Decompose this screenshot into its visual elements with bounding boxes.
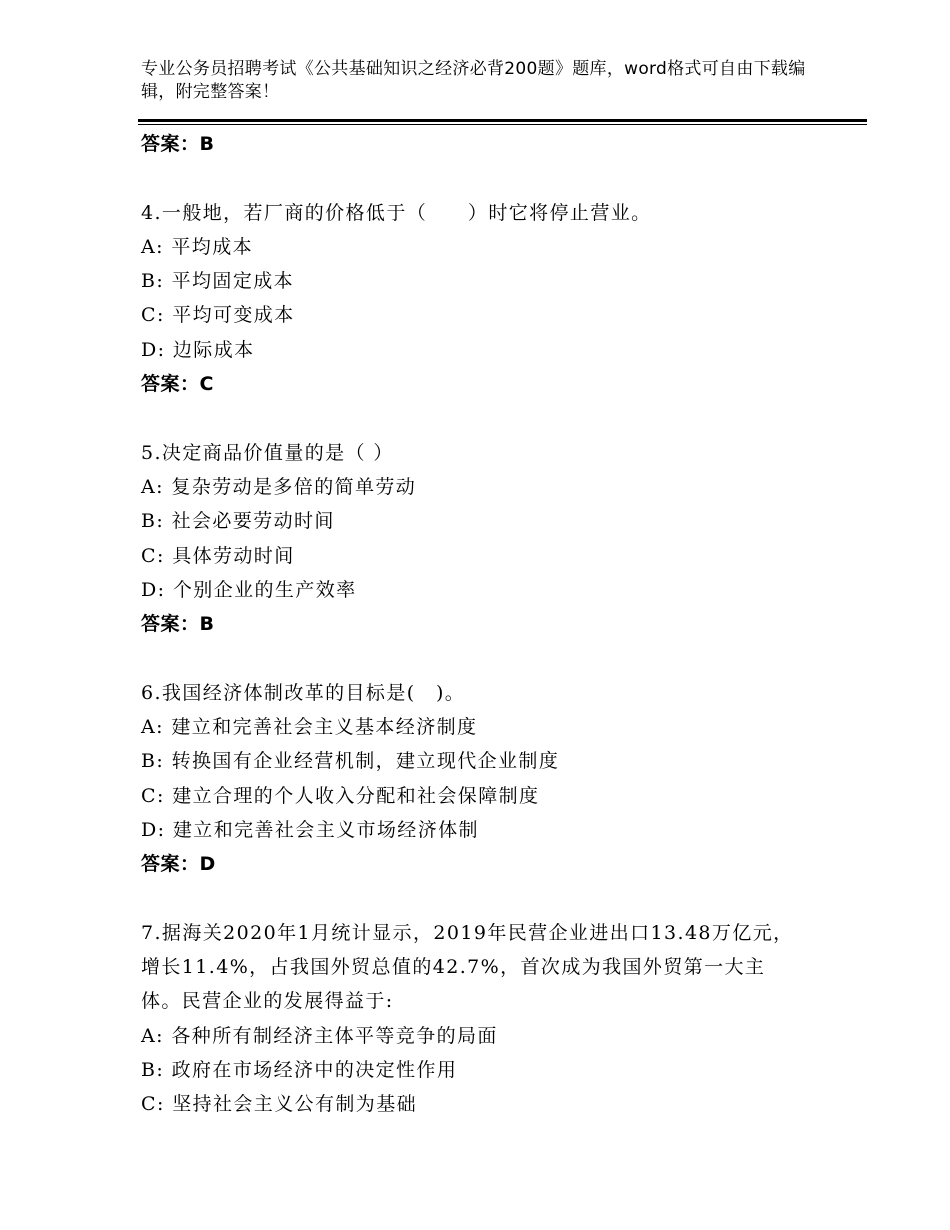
option-c [141, 1087, 821, 1121]
option-key: D: [141, 578, 166, 601]
spacer [141, 641, 821, 675]
option-text: 政府在市场经济中的决定性作用 [171, 1059, 458, 1082]
question-stem: 6.我国经济体制改革的目标是( )。 [141, 681, 466, 704]
option-text: 建立和完善社会主义市场经济体制 [172, 818, 479, 841]
answer-line: 答案：B [141, 613, 215, 636]
option-key: D: [141, 338, 166, 361]
option-b [141, 264, 821, 298]
option-key: B: [141, 1059, 165, 1082]
option-key: C: [141, 1093, 165, 1116]
option-key: B: [141, 510, 165, 533]
option-text: 具体劳动时间 [172, 544, 295, 567]
option-d [141, 573, 821, 607]
option-c [141, 539, 821, 573]
answer-line: 答案：D [141, 853, 216, 876]
option-a [141, 230, 821, 264]
option-b [141, 504, 821, 538]
option-b [141, 1053, 821, 1087]
option-text: 个别企业的生产效率 [172, 578, 357, 601]
option-text: 平均可变成本 [172, 304, 295, 327]
question-stem: 5.决定商品价值量的是（ ） [141, 441, 394, 464]
question-block [141, 436, 821, 642]
spacer [141, 161, 821, 195]
header-rule-thin [138, 124, 867, 125]
option-key: A: [141, 716, 164, 739]
header-text: 专业公务员招聘考试《公共基础知识之经济必背200题》题库，word格式可自由下载编辑，附完整答案！ [141, 59, 806, 102]
option-text: 复杂劳动是多倍的简单劳动 [171, 475, 417, 498]
option-text: 平均固定成本 [171, 270, 295, 293]
question-list [141, 127, 821, 1122]
option-key: C: [141, 784, 165, 807]
header-rule-thick [138, 119, 867, 122]
option-key: C: [141, 544, 165, 567]
option-a [141, 1019, 821, 1053]
spacer [141, 401, 821, 435]
option-c [141, 779, 821, 813]
option-key: B: [141, 270, 165, 293]
option-b [141, 744, 821, 778]
option-key: A: [141, 1024, 164, 1047]
document-header [141, 58, 821, 104]
option-text: 各种所有制经济主体平等竞争的局面 [171, 1024, 498, 1047]
option-key: B: [141, 750, 165, 773]
option-text: 平均成本 [171, 235, 253, 258]
option-text: 坚持社会主义公有制为基础 [172, 1093, 418, 1116]
option-key: A: [141, 235, 164, 258]
answer-line: 答案：C [141, 373, 214, 396]
option-text: 建立合理的个人收入分配和社会保障制度 [172, 784, 540, 807]
question-stem: 7.据海关2020年1月统计显示，2019年民营企业进出口13.48万亿元，增长11.4%，占我国外贸总值的42.7%，首次成为我国外贸第一大主体。民营企业的发展得益于: [141, 921, 794, 1013]
answer-line: 答案：B [141, 133, 215, 155]
option-key: C: [141, 304, 165, 327]
option-c [141, 298, 821, 332]
option-text: 边际成本 [172, 338, 255, 361]
option-a [141, 470, 821, 504]
question-stem: 4.一般地，若厂商的价格低于（ ）时它将停止营业。 [141, 201, 652, 224]
question-block [141, 676, 821, 882]
option-key: D: [141, 818, 166, 841]
spacer [141, 882, 821, 916]
option-d [141, 333, 821, 367]
option-key: A: [141, 475, 164, 498]
option-text: 建立和完善社会主义基本经济制度 [171, 716, 478, 739]
option-d [141, 813, 821, 847]
question-block [141, 916, 821, 1122]
option-text: 社会必要劳动时间 [171, 510, 335, 533]
option-text: 转换国有企业经营机制，建立现代企业制度 [171, 750, 560, 773]
question-block [141, 196, 821, 402]
option-a [141, 710, 821, 744]
